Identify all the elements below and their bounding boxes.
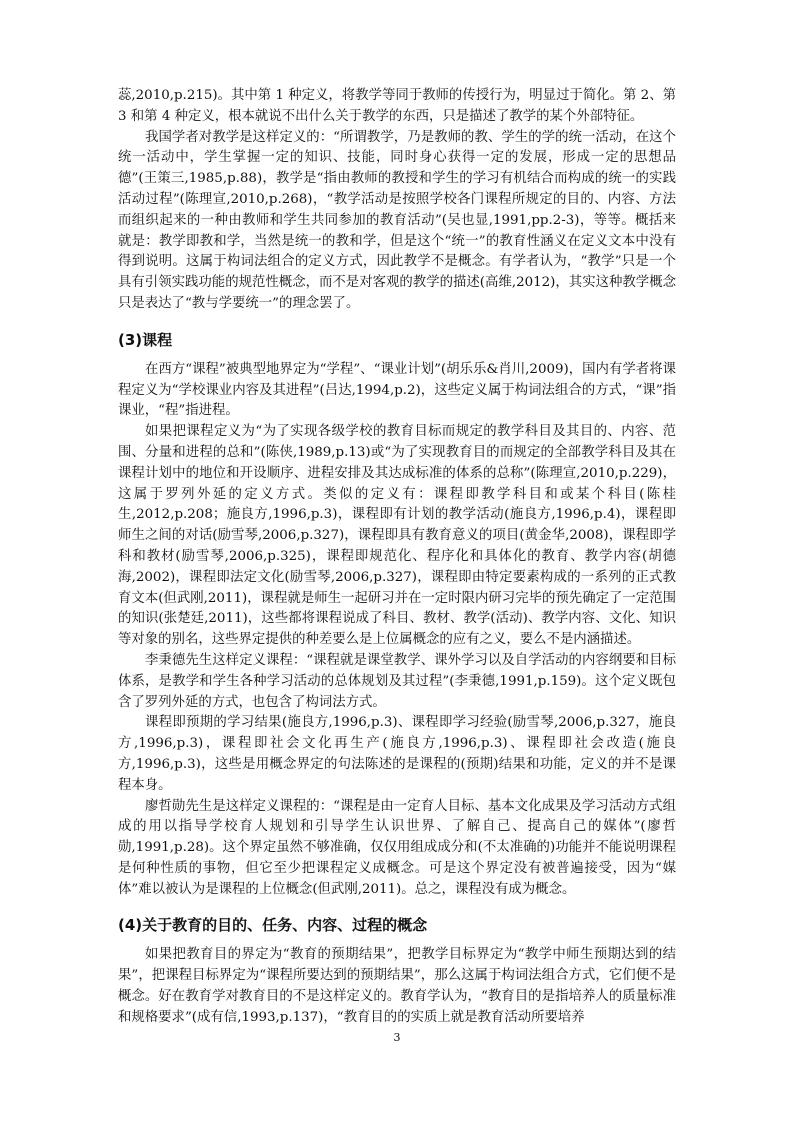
- page-number: 3: [393, 1031, 401, 1044]
- paragraph: 廖哲勋先生是这样定义课程的：“课程是由一定育人目标、基本文化成果及学习活动方式组成的用以指导学校育人规划和引导学生认识世界、了解自己、提高自己的媒体”(廖哲勋,1991,p.28)。这个界定虽然不够准确，仅仅用组成成分和(不太准确的)功能并不能说明课程是何种性质的事物，但它至少把课程定义成概念。可是这个界定没有被普遍接受，因为“媒体”难以被认为是课程的上位概念(但武刚,2011)。总之，课程没有成为概念。: [118, 798, 676, 897]
- paragraph: 李秉德先生这样定义课程：“课程就是课堂教学、课外学习以及自学活动的内容纲要和目标体系，是教学和学生各种学习活动的总体规划及其过程”(李秉德,1991,p.159)。这个定义既包含了罗列外延的方式，也包含了构词法方式。: [118, 652, 676, 710]
- paragraph: 在西方“课程”被典型地界定为“学程”、“课业计划”(胡乐乐&肖川,2009)，国内有学者将课程定义为“学校课业内容及其进程”(吕达,1994,p.2)，这些定义属于构词法组合的方式，“课”指课业，“程”指进程。: [118, 361, 676, 419]
- paragraph: 课程即预期的学习结果(施良方,1996,p.3)、课程即学习经验(励雪琴,2006,p.327，施良方,1996,p.3)，课程即社会文化再生产(施良方,1996,p.3)、课程即社会改造(施良方,1996,p.3)，这些是用概念界定的句法陈述的是课程的(预期)结果和功能，定义的并不是课程本身。: [118, 715, 676, 793]
- paragraph: 如果把课程定义为“为了实现各级学校的教育目标而规定的教学科目及其目的、内容、范围、分量和进程的总和”(陈侠,1989,p.13)或“为了实现教育目的而规定的全部教学科目及其在课程计划中的地位和开设顺序、进程安排及其达成标准的体系的总称”(陈理宣,2010,p.229)，这属于罗列外延的定义方式。类似的定义有：课程即教学科目和或某个科目(陈桂生,2012,p.208；施良方,1996,p.3)，课程即有计划的教学活动(施良方,1996,p.4)，课程即师生之间的对话(励雪琴,2006,p.327)，课程即具有教育意义的项目(黄金华,2008)，课程即学科和教材(励雪琴,2006,p.325)，课程即规范化、程序化和具体化的教育、教学内容(胡德海,2002)，课程即法定文化(励雪琴,2006,p.327)，课程即由特定要素构成的一系列的正式教育文本(但武刚,2011)，课程就是师生一起研习并在一定时限内研习完毕的预先确定了一定范围的知识(张楚廷,2011)，这些都将课程说成了科目、教材、教学(活动)、教学内容、文化、知识等对象的别名，这些界定提供的种差要么是上位属概念的应有之义，要么不是内涵描述。: [118, 424, 676, 648]
- paragraph: 我国学者对教学是这样定义的：“所谓教学，乃是教师的教、学生的学的统一活动，在这个统一活动中，学生掌握一定的知识、技能，同时身心获得一定的发展，形成一定的思想品德”(王策三,1985,p.88)，教学是“指由教师的教授和学生的学习有机结合而构成的统一的实践活动过程”(陈理宣,2010,p.268)，“教学活动是按照学校各门课程所规定的目的、内容、方法而组织起来的一种由教师和学生共同参加的教育活动”(吴也显,1991,pp.2-3)，等等。概括来就是：教学即教和学，当然是统一的教和学，但是这个“统一”的教育性涵义在定义文本中没有得到说明。这属于构词法组合的定义方式，因此教学不是概念。有学者认为，“教学”只是一个具有引领实践功能的规范性概念，而不是对客观的教学的描述(高维,2012)，其实这种教学概念只是表达了“教与学要统一”的理念罢了。: [118, 129, 676, 311]
- paragraph: 蕊,2010,p.215)。其中第 1 种定义，将教学等同于教师的传授行为，明显过于简化。第 2、第 3 和第 4 种定义，根本就说不出什么关于教学的东西，只是描述了教学的某个外部特征。: [118, 88, 676, 124]
- paragraph: 如果把教育目的界定为“教育的预期结果”，把教学目标界定为“教学中师生预期达到的结果”，把课程目标界定为“课程所要达到的预期结果”，那么这属于构词法组合方式，它们便不是概念。好在教育学对教育目的不是这样定义的。教育学认为，“教育目的是指培养人的质量标准和规格要求”(成有信,1993,p.137)，“教育目的的实质上就是教育活动所要培养: [118, 947, 676, 1025]
- document-body: [118, 86, 676, 1029]
- section-heading: (3)课程: [118, 330, 173, 349]
- section-heading: (4)关于教育的目的、任务、内容、过程的概念: [118, 916, 428, 935]
